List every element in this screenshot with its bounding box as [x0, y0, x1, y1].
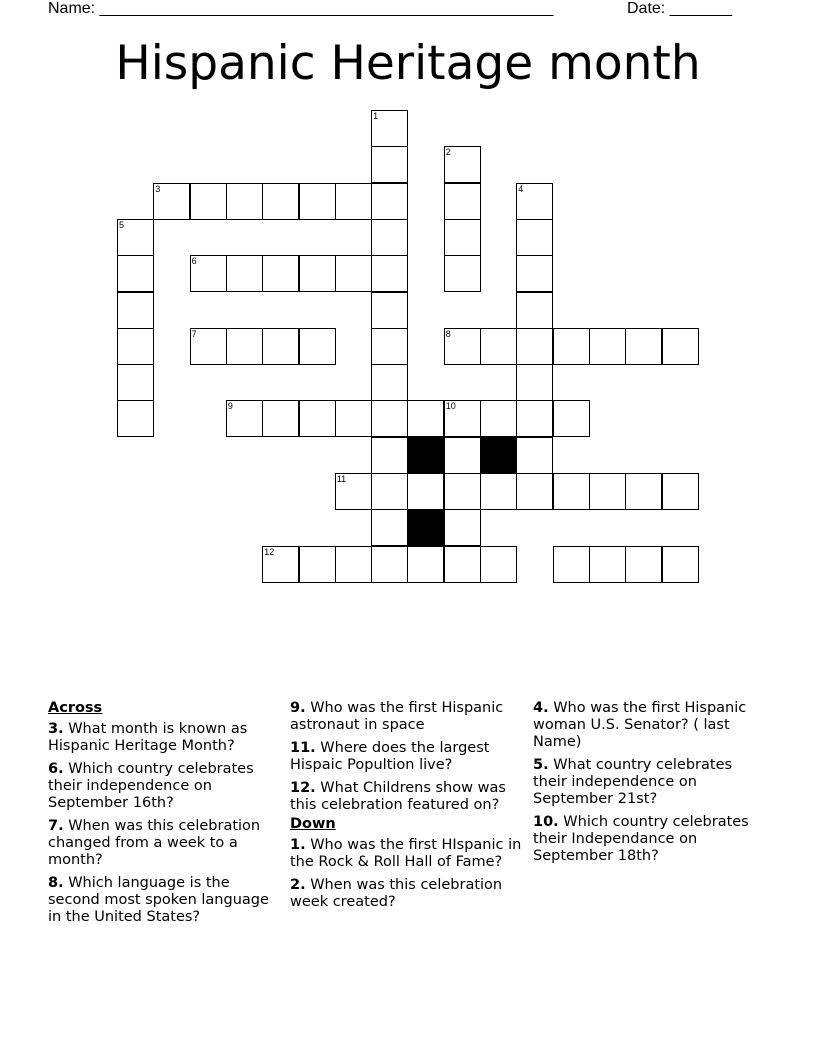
crossword-cell[interactable] [335, 183, 372, 220]
clue-across-8: 8. Which language is the second most spoken language in the United States? [48, 875, 269, 925]
puzzle-title: Hispanic Heritage month [115, 36, 701, 91]
crossword-cell[interactable] [480, 473, 517, 510]
crossword-cell[interactable] [335, 255, 372, 292]
clue-number: 7 [191, 328, 197, 339]
crossword-cell[interactable] [444, 328, 481, 365]
crossword-cell[interactable] [226, 328, 263, 365]
crossword-cell[interactable] [553, 473, 590, 510]
crossword-cell[interactable] [444, 255, 481, 292]
crossword-cell[interactable] [444, 473, 481, 510]
crossword-cell[interactable] [516, 328, 553, 365]
crossword-cell[interactable] [371, 292, 408, 329]
date-field-label: Date: _______ [627, 0, 732, 17]
crossword-cell[interactable] [516, 219, 553, 256]
crossword-cell[interactable] [444, 437, 481, 474]
down-heading: Down [290, 816, 336, 832]
crossword-cell[interactable] [371, 473, 408, 510]
crossword-cell[interactable] [625, 546, 662, 583]
clues-column-1 [48, 700, 283, 932]
clue-down-4: 4. Who was the first Hispanic woman U.S. Senator? ( last Name) [533, 700, 747, 750]
crossword-cell[interactable] [553, 400, 590, 437]
crossword-cell[interactable] [444, 509, 481, 546]
crossword-cell[interactable] [589, 546, 626, 583]
clue-number: 8 [445, 328, 451, 339]
crossword-cell[interactable] [516, 364, 553, 401]
crossword-cell[interactable] [516, 183, 553, 220]
crossword-cell[interactable] [371, 364, 408, 401]
crossword-cell[interactable] [407, 473, 444, 510]
crossword-cell[interactable] [190, 328, 227, 365]
clue-number: 9 [227, 401, 233, 412]
clue-number: 12 [264, 546, 275, 557]
crossword-cell[interactable] [153, 183, 190, 220]
crossword-cell[interactable] [262, 400, 299, 437]
clue-across-3: 3. What month is known as Hispanic Heritage Month? [48, 721, 248, 754]
crossword-cell[interactable] [444, 146, 481, 183]
clue-across-7: 7. When was this celebration changed from a week to a month? [48, 818, 261, 868]
crossword-cell[interactable] [589, 473, 626, 510]
crossword-cell[interactable] [371, 219, 408, 256]
crossword-cell[interactable] [371, 437, 408, 474]
clue-across-9: 9. Who was the first Hispanic astronaut in space [290, 700, 504, 733]
crossword-cell[interactable] [190, 255, 227, 292]
clues-column-2 [290, 700, 525, 917]
clues-column-3 [533, 700, 768, 871]
clue-number: 2 [445, 147, 451, 158]
crossword-cell[interactable] [371, 183, 408, 220]
crossword-cell[interactable] [117, 400, 154, 437]
clue-number: 5 [119, 219, 125, 230]
clue-across-12: 12. What Childrens show was this celebration featured on? [290, 780, 506, 813]
crossword-cell[interactable] [299, 255, 336, 292]
clue-down-1: 1. Who was the first HIspanic in the Rock & Roll Hall of Fame? [290, 837, 522, 870]
crossword-cell[interactable] [444, 183, 481, 220]
crossword-cell[interactable] [117, 255, 154, 292]
crossword-cell[interactable] [480, 546, 517, 583]
crossword-cell[interactable] [589, 328, 626, 365]
crossword-cell[interactable] [371, 546, 408, 583]
crossword-cell[interactable] [371, 509, 408, 546]
clue-number: 6 [191, 256, 197, 267]
crossword-cell[interactable] [662, 328, 699, 365]
crossword-cell[interactable] [371, 400, 408, 437]
crossword-cell[interactable] [262, 546, 299, 583]
clue-number: 11 [336, 474, 347, 484]
crossword-cell[interactable] [226, 400, 263, 437]
crossword-cell[interactable] [262, 255, 299, 292]
crossword-cell[interactable] [371, 146, 408, 183]
crossword-cell[interactable] [444, 546, 481, 583]
crossword-cell[interactable] [117, 364, 154, 401]
crossword-cell[interactable] [516, 437, 553, 474]
crossword-cell[interactable] [516, 292, 553, 329]
crossword-cell[interactable] [335, 546, 372, 583]
crossword-cell[interactable] [444, 219, 481, 256]
crossword-cell[interactable] [662, 473, 699, 510]
crossword-cell[interactable] [299, 546, 336, 583]
crossword-cell[interactable] [117, 328, 154, 365]
crossword-cell[interactable] [444, 400, 481, 437]
clue-number: 1 [373, 111, 379, 121]
blocked-cell [480, 437, 517, 474]
crossword-cell[interactable] [516, 255, 553, 292]
clue-number: 3 [155, 183, 161, 194]
clue-down-2: 2. When was this celebration week created? [290, 877, 503, 910]
crossword-cell[interactable] [117, 219, 154, 256]
crossword-cell[interactable] [335, 473, 372, 510]
crossword-cell[interactable] [226, 255, 263, 292]
clue-number: 10 [445, 401, 456, 412]
crossword-cell[interactable] [625, 328, 662, 365]
crossword-cell[interactable] [516, 473, 553, 510]
crossword-cell[interactable] [480, 328, 517, 365]
across-heading: Across [48, 700, 103, 716]
crossword-cell[interactable] [299, 400, 336, 437]
crossword-cell[interactable] [553, 328, 590, 365]
crossword-cell[interactable] [662, 546, 699, 583]
crossword-cell[interactable] [299, 328, 336, 365]
blocked-cell [407, 437, 444, 474]
name-field-label: Name: ___________________________________________________ [48, 0, 554, 17]
crossword-cell[interactable] [553, 546, 590, 583]
crossword-cell[interactable] [299, 183, 336, 220]
crossword-cell[interactable] [480, 400, 517, 437]
crossword-cell[interactable] [371, 255, 408, 292]
crossword-cell[interactable] [190, 183, 227, 220]
crossword-cell[interactable] [407, 546, 444, 583]
clue-down-5: 5. What country celebrates their independence on September 21st? [533, 757, 733, 807]
crossword-cell[interactable] [371, 328, 408, 365]
crossword-cell[interactable] [516, 400, 553, 437]
crossword-cell[interactable] [335, 400, 372, 437]
clue-across-6: 6. Which country celebrates their independence on September 16th? [48, 761, 254, 811]
blocked-cell [407, 509, 444, 546]
crossword-cell[interactable] [625, 473, 662, 510]
crossword-cell[interactable] [371, 110, 408, 147]
clue-number: 4 [518, 183, 524, 194]
crossword-cell[interactable] [262, 328, 299, 365]
crossword-cell[interactable] [262, 183, 299, 220]
clue-across-11: 11. Where does the largest Hispaic Popultion live? [290, 740, 490, 773]
crossword-cell[interactable] [117, 292, 154, 329]
clue-down-10: 10. Which country celebrates their Independance on September 18th? [533, 814, 749, 864]
crossword-cell[interactable] [226, 183, 263, 220]
crossword-cell[interactable] [407, 400, 444, 437]
